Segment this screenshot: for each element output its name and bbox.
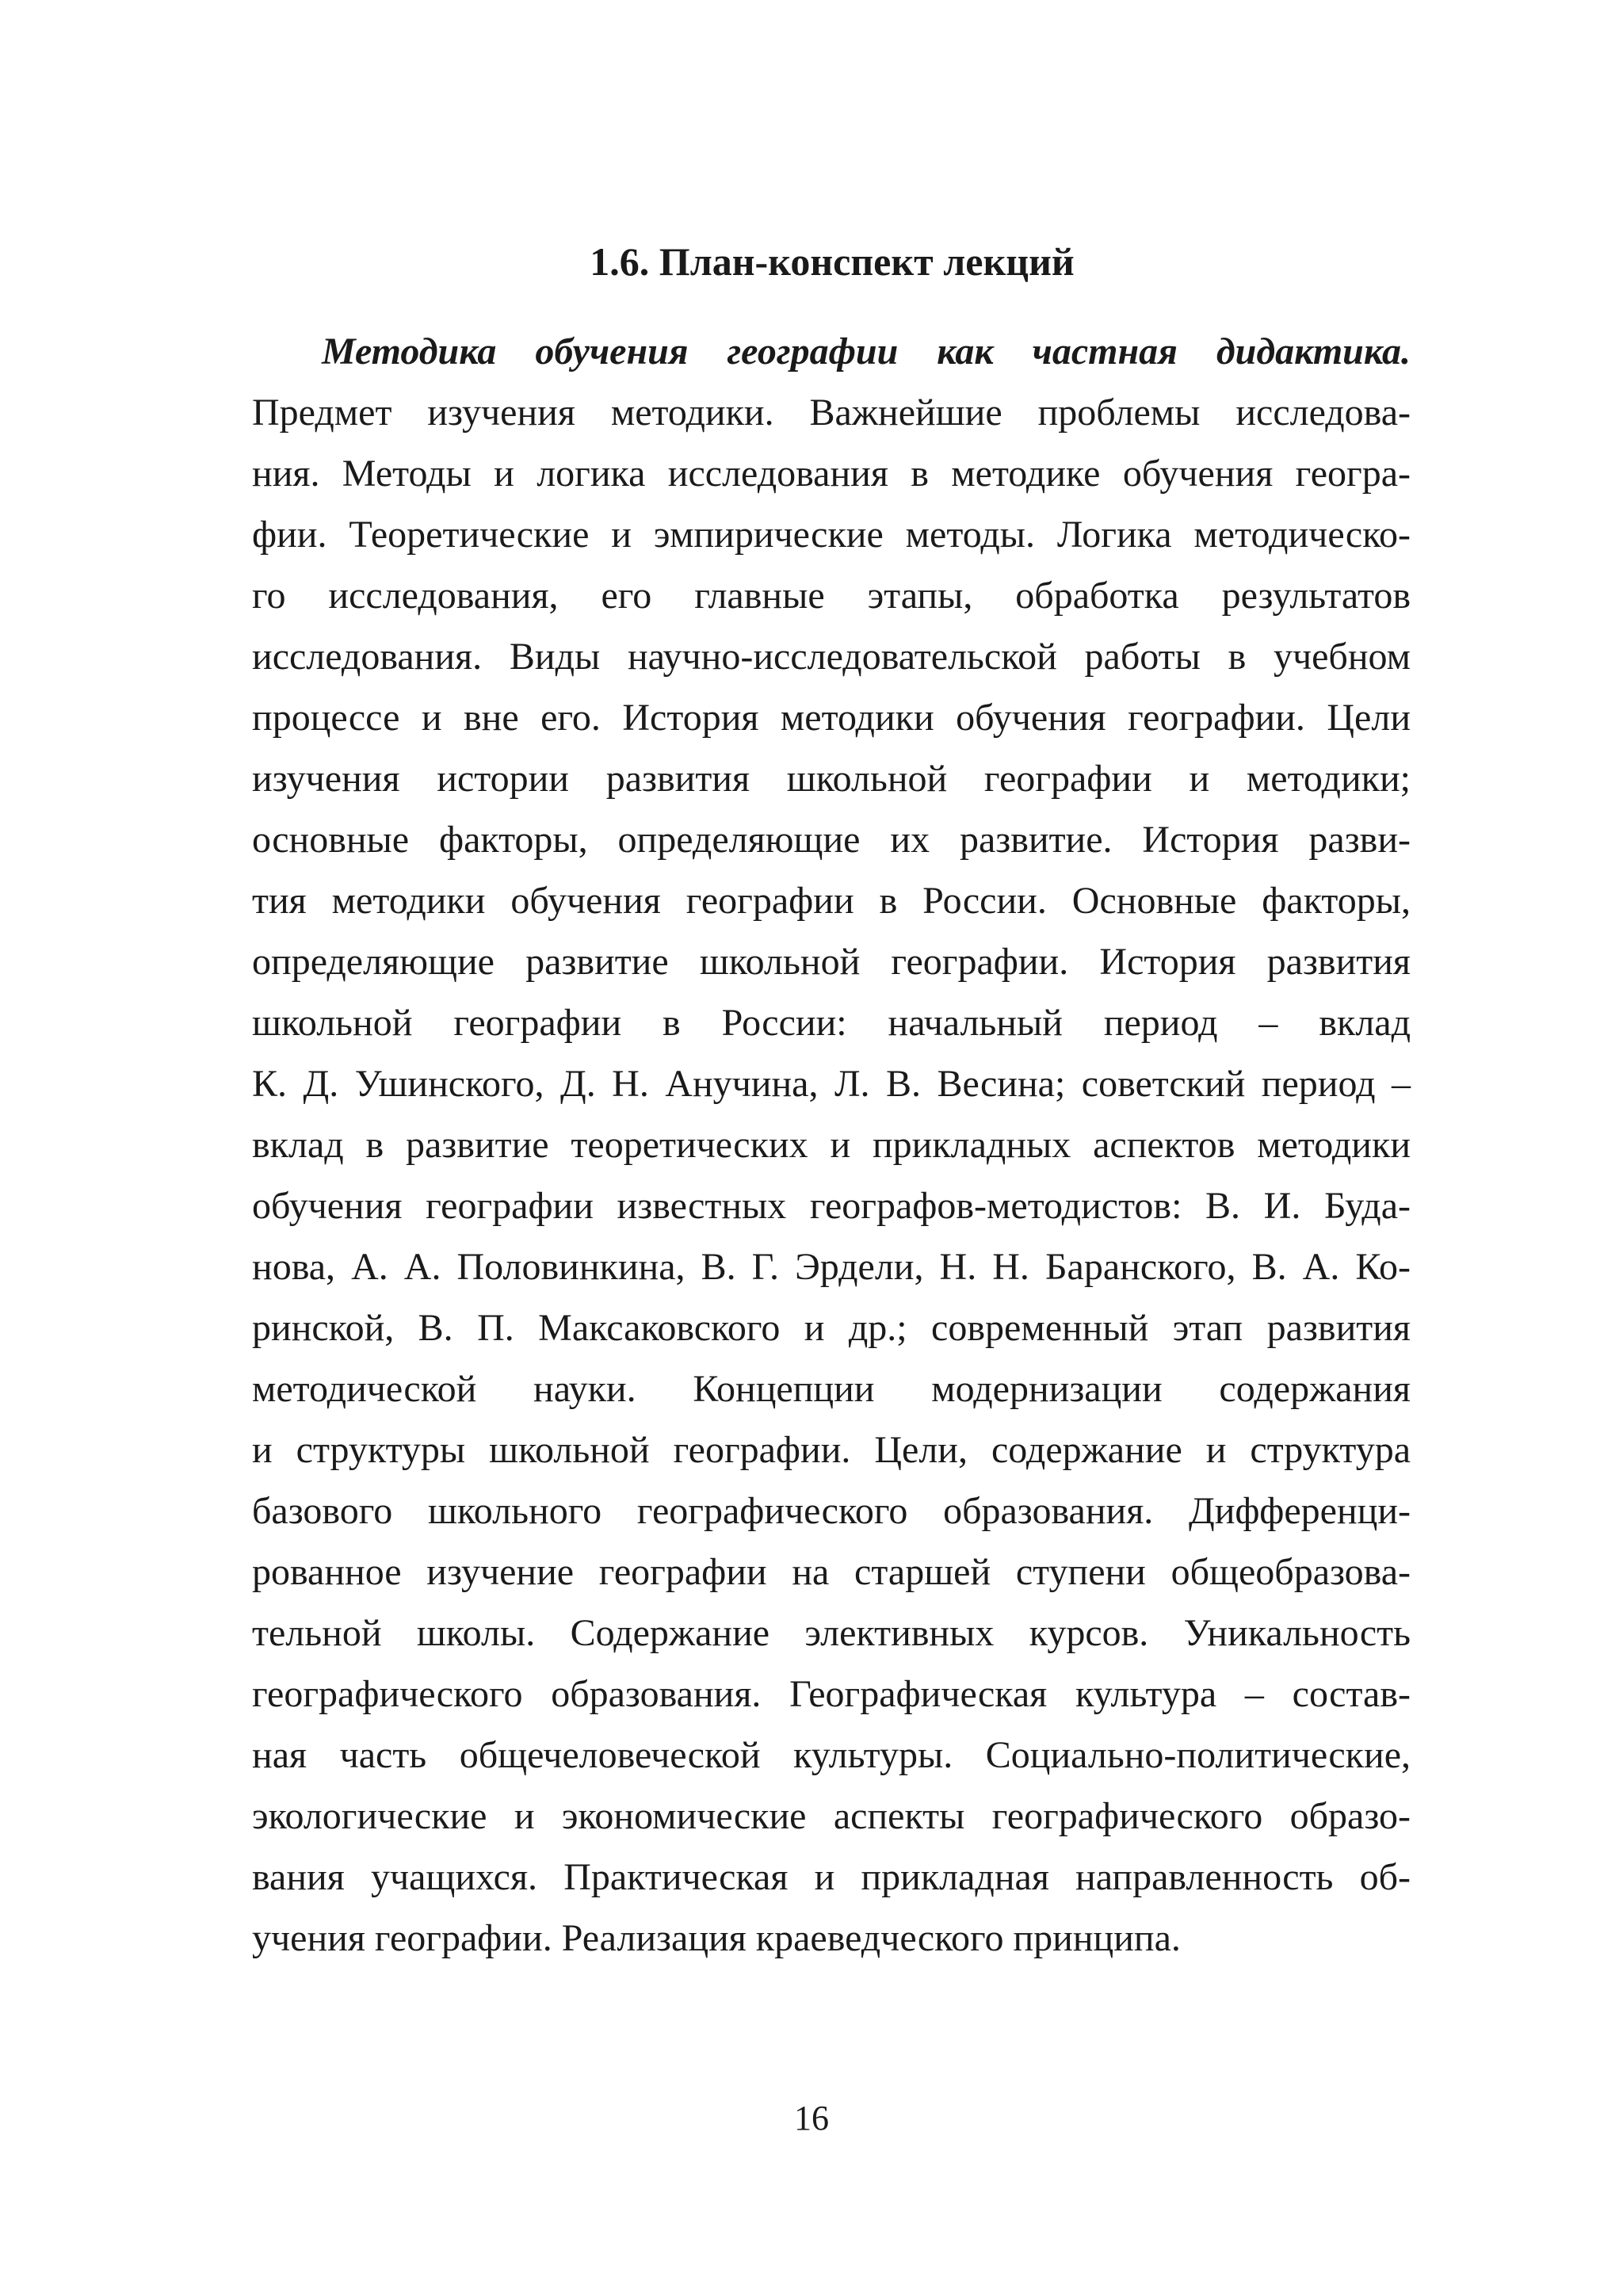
paragraph-line: школьной географии в России: начальный период – вклад [252, 1002, 1411, 1044]
paragraph-line: исследования. Виды научно-исследовательской работы в учебном [252, 636, 1411, 678]
paragraph-line: базового школьного географического образования. Дифференци- [252, 1490, 1411, 1532]
paragraph-line: тия методики обучения географии в России. Основные факторы, [252, 880, 1411, 922]
paragraph-line: определяющие развитие школьной географии. История развития [252, 941, 1411, 983]
paragraph-line: фии. Теоретические и эмпирические методы. Логика методическо- [252, 514, 1411, 556]
paragraph-line: Предмет изучения методики. Важнейшие проблемы исследова- [252, 392, 1411, 434]
paragraph-line: основные факторы, определяющие их развитие. История разви- [252, 819, 1411, 861]
paragraph-line: методической науки. Концепции модернизации содержания [252, 1368, 1411, 1410]
paragraph-line: изучения истории развития школьной географии и методики; [252, 758, 1411, 800]
lecture-plan-paragraph [252, 321, 1411, 1969]
paragraph-line: тельной школы. Содержание элективных курсов. Уникальность [252, 1612, 1411, 1654]
paragraph-line: процессе и вне его. История методики обучения географии. Цели [252, 697, 1411, 739]
paragraph-lead: Методика обучения географии как частная дидактика. [322, 330, 1411, 372]
paragraph-line: экологические и экономические аспекты географического образо- [252, 1795, 1411, 1837]
paragraph-line: го исследования, его главные этапы, обработка результатов [252, 575, 1411, 617]
paragraph-line: К. Д. Ушинского, Д. Н. Анучина, Л. В. Весина; советский период – [252, 1063, 1411, 1105]
section-heading: 1.6. План-конспект лекций [590, 239, 1075, 284]
paragraph-line: ния. Методы и логика исследования в методике обучения геогра- [252, 453, 1411, 495]
paragraph-line: обучения географии известных географов-методистов: В. И. Буда- [252, 1185, 1411, 1227]
paragraph-lead-line [252, 321, 1411, 382]
page-number: 16 [794, 2099, 829, 2137]
paragraph-line: учения географии. Реализация краеведческого принципа. [252, 1917, 1181, 1959]
paragraph-line: географического образования. Географическая культура – состав- [252, 1673, 1411, 1715]
paragraph-line: вклад в развитие теоретических и прикладных аспектов методики [252, 1124, 1411, 1166]
paragraph-line: вания учащихся. Практическая и прикладная направленность об- [252, 1856, 1411, 1898]
paragraph-line: ринской, В. П. Максаковского и др.; современный этап развития [252, 1307, 1411, 1349]
paragraph-line: рованное изучение географии на старшей ступени общеобразова- [252, 1551, 1411, 1593]
paragraph-line: нова, А. А. Половинкина, В. Г. Эрдели, Н. Н. Баранского, В. А. Ко- [252, 1246, 1411, 1288]
paragraph-line: и структуры школьной географии. Цели, содержание и структура [252, 1429, 1411, 1471]
paragraph-line: ная часть общечеловеческой культуры. Социально-политические, [252, 1734, 1411, 1776]
